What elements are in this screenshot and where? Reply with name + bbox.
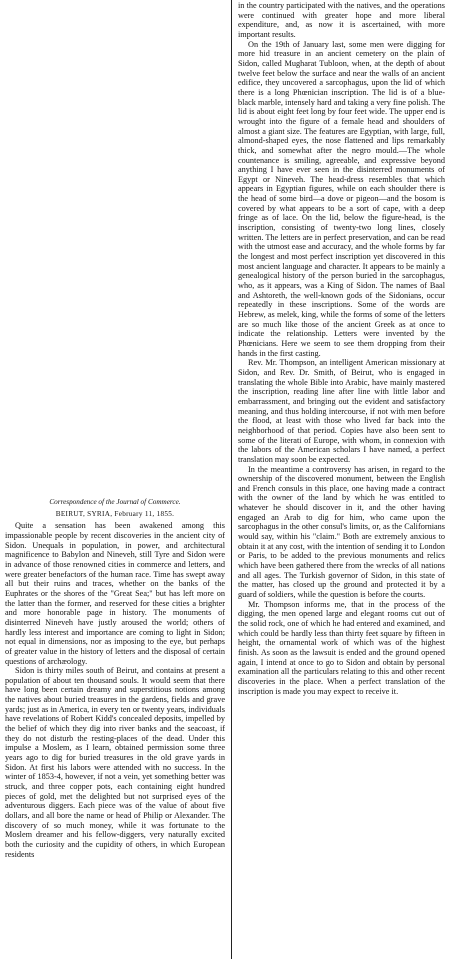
- article-paragraph: Sidon is thirty miles south of Beirut, and contains at present a population of about ten thousand souls. It would seem that there have long been certain dreamy and superstitious notions among the natives about buried treasures in the gardens, fields and grave yards; just as in America, in every ten or twenty years, individuals have revelations of Robert Kidd's concealed deposits, impelled by the belief of which they dig into river banks and the seacoast, if they do not disturb the resting-places of the dead. Under this impulse a Moslem, as I learn, obtained permission some three years ago to dig for buried treasures in the old grave yards in Sidon. At first his labors were attended with no success. In the winter of 1853-4, however, if not a vein, yet something better was struck, and three copper pots, each containing eight hundred pieces of gold, met the delighted but not surprised eyes of the adventurous diggers. Each piece was of the value of about five dollars, and all bore the name or head of Philip or Alexander. The discovery of so much money, while it was fortunate to the Moslem dreamer and his fellow-diggers, very naturally excited both the curiosity and the cupidity of others, in which European residents: [5, 666, 225, 859]
- left-column: [5, 0, 225, 959]
- correspondence-header: Correspondence of the Journal of Commerce.: [49, 498, 181, 506]
- right-column: [231, 0, 445, 959]
- article-paragraph: Rev. Mr. Thompson, an intelligent American missionary at Sidon, and Rev. Dr. Smith, of Beirut, who is engaged in translating the whole Bible into Arabic, have mainly mastered the inscription, reading line after line with little labor and embarrassment, and bringing out the evident and satisfactory meaning, and thus holding intercourse, if not with men before the flood, at least with those who lived far back into the neighborhood of that period. Copies have also been sent to some of the literati of Europe, with whom, in connexion with the labors of the American scholars I have named, a perfect translation may soon be expected.: [238, 358, 445, 464]
- dateline: BEIRUT, SYRIA, February 11, 1855.: [55, 509, 175, 518]
- article-paragraph: Quite a sensation has been awakened among this impassionable people by recent discoveries in the ancient city of Sidon. Unequals in population, in power, and architectural magnificence to Babylon and Nineveh, still Tyre and Sidon were in advance of those renowned cities in commerce and letters, and were greater benefactors of the human race. Time has swept away all but their ruins and traces, whether on the banks of the Euphrates or the shores of the "Great Sea;" but has left more on the latter than the former, and reserved for these cities a brighter and more honorable page in history. The monuments of disinterred Nineveh have justly aroused the world; others of hardly less interest and importance are coming to light in Sidon; not equal in dimensions, nor as imposing to the eye, but perhaps of greater value in the history of letters and the disposal of certain questions of archæology.: [5, 521, 225, 666]
- article-paragraph: Mr. Thompson informs me, that in the process of the digging, the men opened large and elegant rooms cut out of the solid rock, one of which he had entered and examined, and which could be hardly less than thirty feet square by fifteen in height, the ornamental work of which was of the highest finish. As soon as the lawsuit is ended and the ground opened again, I intend at once to go to Sidon and obtain by personal examination all the particulars relating to this and other recent discoveries in the place. When a perfect translation of the inscription is made you may expect to receive it.: [238, 599, 445, 696]
- article-paragraph: On the 19th of January last, some men were digging for more hid treasure in an ancient cemetery on the plain of Sidon, called Mugharat Tubloon, when, at the depth of about twelve feet below the surface and near the walls of an ancient edifice, they uncovered a sarcophagus, upon the lid of which there is a long Phœnician inscription. The lid is of a blue-black marble, intensely hard and taking a very fine polish. The lid is about eight feet long by four feet wide. The upper end is wrought into the figure of a female head and shoulders of almost a giant size. The features are Egyptian, with large, full, almond-shaped eyes, the nose flattened and lips remarkably thick, and somewhat after the negro mould.—The whole countenance is smiling, agreeable, and expressive beyond anything I have ever seen in the disinterred monuments of Egypt or Nineveh. The head-dress resembles that which appears in Egyptian figures, while on each shoulder there is the head of some bird—a dove or pigeon—and the bosom is covered by what appears to be a sort of cape, with a deep fringe as of lace. On the lid, below the figure-head, is the inscription, consisting of twenty-two long lines, closely written. The letters are in perfect preservation, and can be read with the utmost ease and accuracy, and the whole forms by far the longest and most perfect inscription yet discovered in this most ancient language and character. It appears to be mainly a genealogical history of the person buried in the sarcophagus, who, as it appears, was a King of Sidon. The names of Baal and Ashtoreth, the well-known gods of the Sidonians, occur repeatedly in these inscriptions. Some of the words are Hebrew, as melek, king, while the forms of some of the letters are so much like those of the ancient Greek as at once to indicate the relationship. Letters were invented by the Phœnicians. Here we seem to see them dropping from their hands in the first casting.: [238, 39, 445, 358]
- article-paragraph: in the country participated with the natives, and the operations were continued with greater hope and more liberal expenditure, and, as now it is ascertained, with more important results.: [238, 1, 445, 39]
- article-paragraph: In the meantime a controversy has arisen, in regard to the ownership of the discovered monument, between the English and French consuls in this place, one having made a contract with the owner of the land by which he was entitled to whatever he should discover in it, and the other having engaged an Arab to dig for him, who came upon the sarcophagus in the other consul's limits, or, as the Californians would say, within his "claim." Both are extremely anxious to obtain it at any cost, with the intention of sending it to London or Paris, to be added to the previous monuments and relics which have been gathered there from the wrecks of all nations and all ages. The Turkish governor of Sidon, in this state of the matter, has closed up the ground and protected it by a guard of soldiers, while the question is before the courts.: [238, 464, 445, 600]
